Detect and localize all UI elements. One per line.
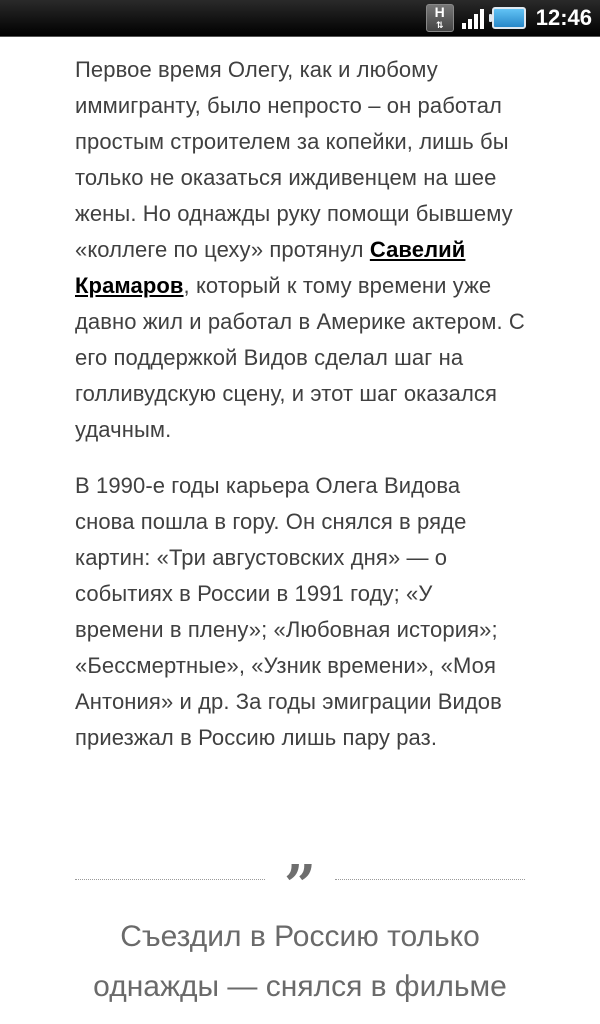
divider-line-right [335,879,525,880]
pull-quote: Съездил в Россию только однажды — снялся в фильме [93,920,507,1003]
article-paragraph [75,52,525,448]
signal-strength-icon [462,7,484,29]
quote-mark-icon: ” [283,853,317,919]
status-bar [0,0,600,37]
paragraph-text: , который к тому времени уже давно жил и работал в Америке актером. С его поддержкой Видов сделал шаг на голливудскую сцену, и этот шаг оказался удачным. [75,273,525,442]
divider-line-left [75,879,265,880]
article-body [75,52,525,776]
battery-icon [492,7,526,29]
data-arrows-icon: ⇅ [435,20,444,30]
article-paragraph: В 1990-е годы карьера Олега Видова снова пошла в гору. Он снялся в ряде картин: «Три августовских дня» — о событиях в России в 1991 году; «У времени в плену»; «Любовная история»; «Бессмертные», «Узник времени», «Моя Антония» и др. За годы эмиграции Видов приезжал в Россию лишь пару раз. [75,473,502,750]
paragraph-text: Первое время Олегу, как и любому иммигранту, было непросто – он работал простым строителем за копейки, лишь бы только не оказаться иждивенцем на шее жены. Но однажды руку помощи бывшему «коллеге по цеху» протянул [75,57,513,262]
network-type-icon [426,4,454,32]
person-link-kramarov[interactable]: Савелий Крамаров [75,237,466,298]
quote-divider [75,853,525,919]
network-type-label: H [434,4,445,20]
status-icons [426,0,592,36]
status-clock: 12:46 [535,5,592,30]
